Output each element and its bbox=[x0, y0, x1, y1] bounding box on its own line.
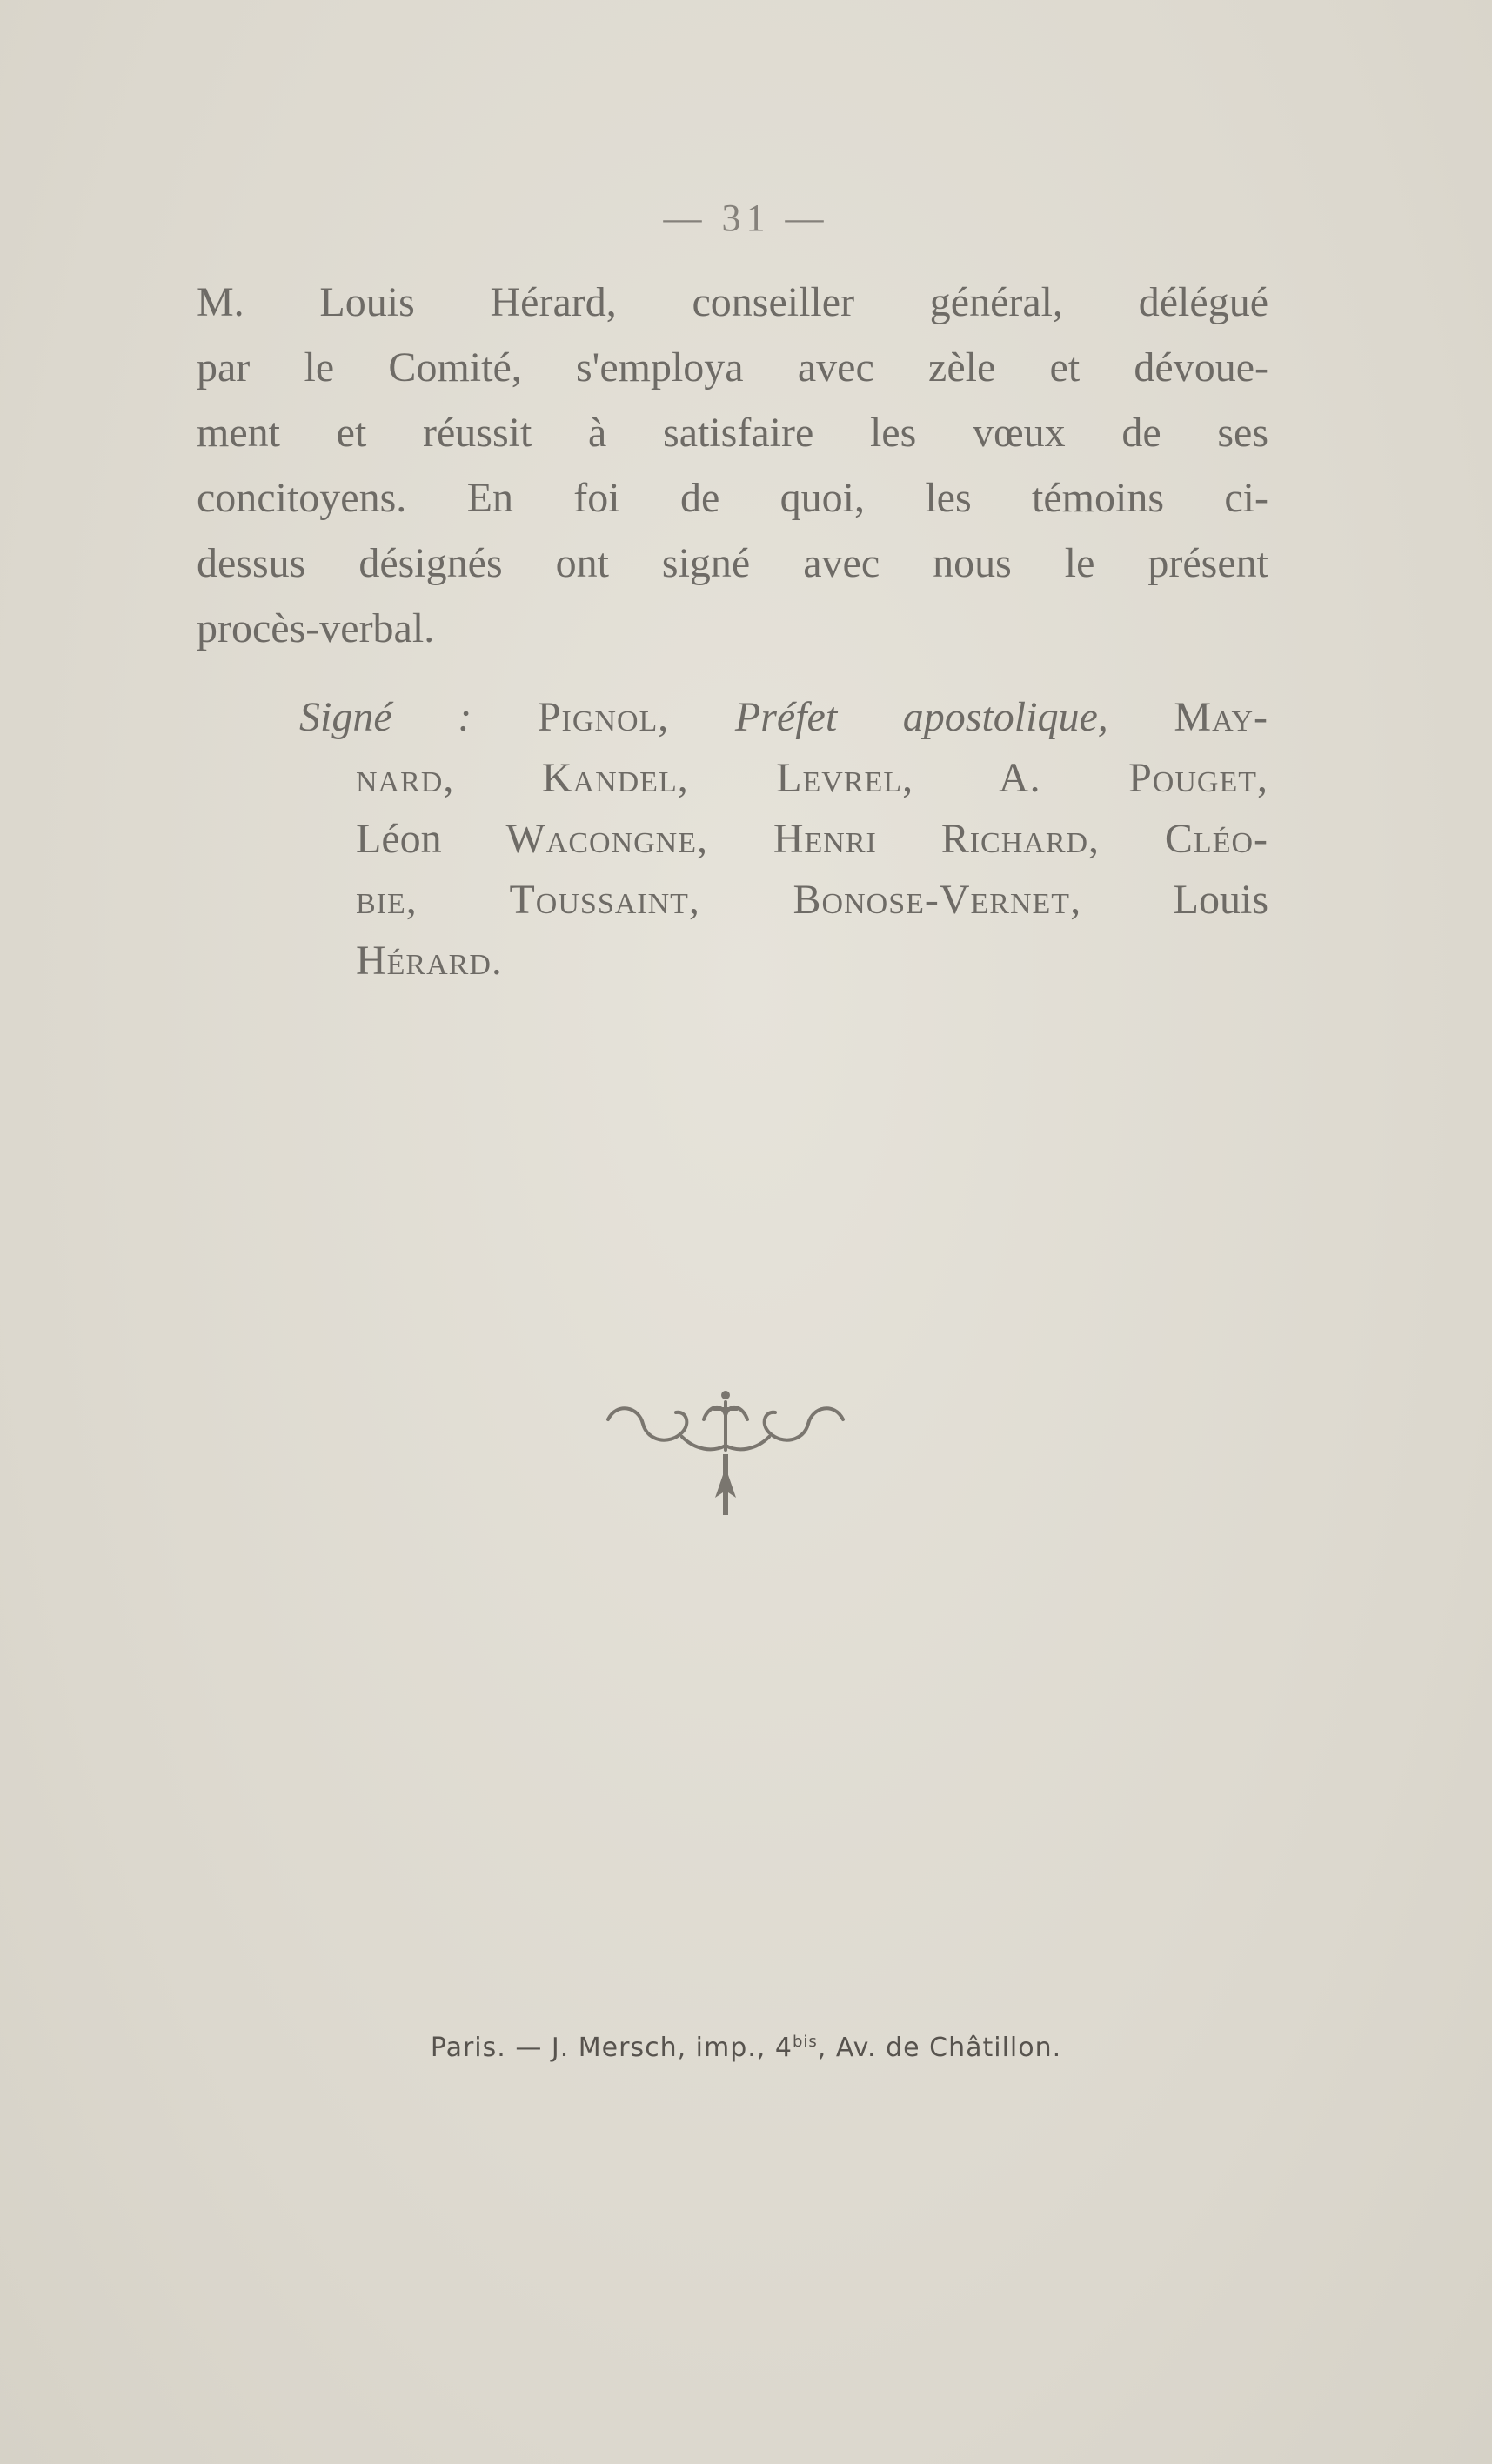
signature-line: nard, Kandel, Levrel, A. Pouget, bbox=[356, 755, 1268, 801]
paragraph-line: dessus désignés ont signé avec nous le présent bbox=[197, 540, 1268, 586]
signatory-name: Wacongne, Henri bbox=[505, 816, 877, 862]
signatory-name: Pignol, bbox=[537, 694, 670, 740]
signature-line bbox=[197, 870, 1268, 931]
signature-line bbox=[197, 687, 1268, 748]
signatory-name: Richard, Cléo- bbox=[940, 816, 1268, 862]
fleuron-ornament-icon bbox=[599, 1385, 852, 1524]
signe-label: Signé : bbox=[299, 694, 472, 740]
paragraph-line: concitoyens. En foi de quoi, les témoins ci- bbox=[197, 475, 1268, 521]
body-paragraph bbox=[197, 270, 1268, 661]
paragraph-line: procès-verbal. bbox=[197, 605, 435, 651]
signatory-name: bie, Toussaint, Bonose-Vernet, bbox=[356, 877, 1082, 923]
imprint-text: , Av. de Châtillon. bbox=[817, 2033, 1062, 2063]
signatures-block bbox=[197, 687, 1268, 992]
paragraph-line: par le Comité, s'employa avec zèle et dévoue- bbox=[197, 344, 1268, 391]
signatory-title: Préfet apostolique, bbox=[734, 694, 1108, 740]
paragraph-line: ment et réussit à satisfaire les vœux de ses bbox=[197, 410, 1268, 456]
page-number: — 31 — bbox=[663, 197, 829, 239]
imprint-text: Paris. — J. Mersch, imp., 4 bbox=[430, 2033, 793, 2063]
signatory-firstname: Léon bbox=[356, 816, 442, 862]
signatory-firstname: Louis bbox=[1173, 877, 1269, 923]
imprint-superscript: bis bbox=[792, 2033, 818, 2051]
signatory-name: May- bbox=[1174, 694, 1269, 740]
signature-line: Hérard. bbox=[356, 938, 503, 984]
paragraph-line: M. Louis Hérard, conseiller général, délégué bbox=[197, 279, 1268, 325]
printer-imprint bbox=[0, 2033, 1492, 2063]
signature-line bbox=[197, 809, 1268, 870]
